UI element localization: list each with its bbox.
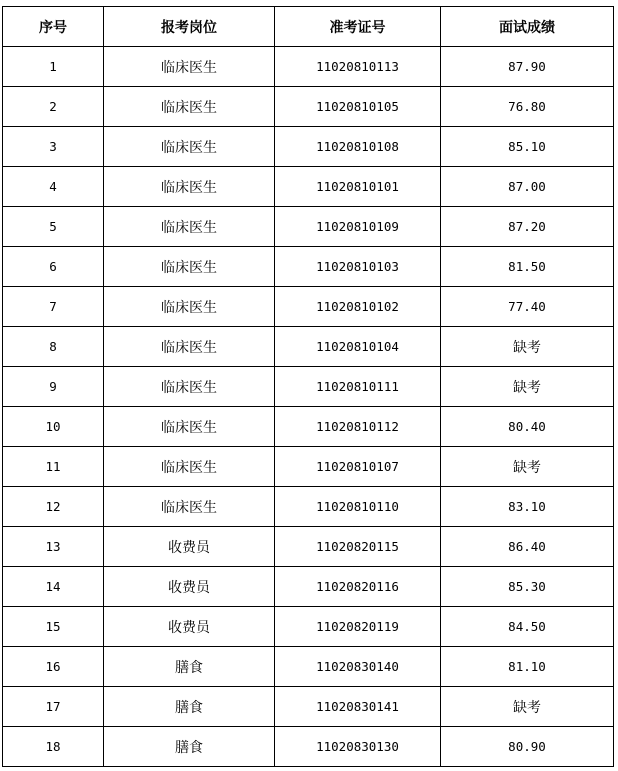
cell-applied-position: 临床医生 [104,87,275,127]
cell-serial-number: 6 [3,247,104,287]
cell-applied-position: 临床医生 [104,167,275,207]
cell-admission-ticket-number: 11020810102 [275,287,441,327]
cell-serial-number: 15 [3,607,104,647]
cell-interview-score: 80.40 [441,407,614,447]
cell-admission-ticket-number: 11020830141 [275,687,441,727]
table-row [3,607,614,647]
cell-serial-number: 17 [3,687,104,727]
cell-serial-number: 8 [3,327,104,367]
cell-admission-ticket-number: 11020810113 [275,47,441,87]
cell-applied-position: 膳食 [104,647,275,687]
table-header [3,7,614,47]
interview-results-table [2,6,614,767]
cell-applied-position: 临床医生 [104,407,275,447]
cell-applied-position: 收费员 [104,567,275,607]
cell-admission-ticket-number: 11020810111 [275,367,441,407]
table-row [3,87,614,127]
cell-admission-ticket-number: 11020810110 [275,487,441,527]
cell-interview-score: 缺考 [441,367,614,407]
cell-applied-position: 临床医生 [104,247,275,287]
cell-admission-ticket-number: 11020810108 [275,127,441,167]
table-row [3,247,614,287]
table-row [3,447,614,487]
cell-serial-number: 18 [3,727,104,767]
cell-admission-ticket-number: 11020810101 [275,167,441,207]
cell-serial-number: 11 [3,447,104,487]
cell-serial-number: 16 [3,647,104,687]
cell-interview-score: 76.80 [441,87,614,127]
cell-interview-score: 81.50 [441,247,614,287]
table-row [3,167,614,207]
cell-admission-ticket-number: 11020830140 [275,647,441,687]
cell-interview-score: 86.40 [441,527,614,567]
cell-interview-score: 83.10 [441,487,614,527]
cell-interview-score: 84.50 [441,607,614,647]
cell-applied-position: 临床医生 [104,127,275,167]
cell-serial-number: 1 [3,47,104,87]
cell-serial-number: 2 [3,87,104,127]
cell-serial-number: 7 [3,287,104,327]
results-sheet [2,6,614,767]
cell-serial-number: 4 [3,167,104,207]
cell-admission-ticket-number: 11020810103 [275,247,441,287]
cell-interview-score: 80.90 [441,727,614,767]
cell-admission-ticket-number: 11020810112 [275,407,441,447]
cell-interview-score: 85.10 [441,127,614,167]
cell-applied-position: 临床医生 [104,287,275,327]
table-row [3,727,614,767]
table-row [3,207,614,247]
cell-serial-number: 13 [3,527,104,567]
cell-applied-position: 临床医生 [104,327,275,367]
cell-serial-number: 3 [3,127,104,167]
cell-interview-score: 81.10 [441,647,614,687]
cell-applied-position: 临床医生 [104,207,275,247]
cell-applied-position: 临床医生 [104,47,275,87]
table-row [3,287,614,327]
cell-admission-ticket-number: 11020820115 [275,527,441,567]
table-body [3,47,614,767]
header-interview-score: 面试成绩 [441,7,614,47]
cell-interview-score: 87.20 [441,207,614,247]
cell-serial-number: 12 [3,487,104,527]
table-row [3,687,614,727]
table-row [3,367,614,407]
table-row [3,407,614,447]
cell-admission-ticket-number: 11020810109 [275,207,441,247]
cell-admission-ticket-number: 11020810107 [275,447,441,487]
cell-applied-position: 膳食 [104,687,275,727]
table-row [3,327,614,367]
cell-applied-position: 临床医生 [104,367,275,407]
cell-admission-ticket-number: 11020830130 [275,727,441,767]
cell-applied-position: 临床医生 [104,487,275,527]
cell-applied-position: 临床医生 [104,447,275,487]
table-row [3,527,614,567]
cell-applied-position: 收费员 [104,607,275,647]
cell-admission-ticket-number: 11020810104 [275,327,441,367]
header-serial-number: 序号 [3,7,104,47]
cell-interview-score: 87.00 [441,167,614,207]
cell-applied-position: 膳食 [104,727,275,767]
table-row [3,487,614,527]
table-row [3,47,614,87]
cell-serial-number: 14 [3,567,104,607]
cell-interview-score: 缺考 [441,687,614,727]
cell-interview-score: 77.40 [441,287,614,327]
cell-interview-score: 87.90 [441,47,614,87]
table-row [3,127,614,167]
cell-interview-score: 缺考 [441,447,614,487]
table-row [3,647,614,687]
cell-serial-number: 5 [3,207,104,247]
cell-admission-ticket-number: 11020820116 [275,567,441,607]
cell-serial-number: 9 [3,367,104,407]
cell-interview-score: 缺考 [441,327,614,367]
cell-serial-number: 10 [3,407,104,447]
cell-applied-position: 收费员 [104,527,275,567]
header-applied-position: 报考岗位 [104,7,275,47]
cell-admission-ticket-number: 11020820119 [275,607,441,647]
table-row [3,567,614,607]
cell-interview-score: 85.30 [441,567,614,607]
header-admission-ticket-number: 准考证号 [275,7,441,47]
cell-admission-ticket-number: 11020810105 [275,87,441,127]
header-row [3,7,614,47]
